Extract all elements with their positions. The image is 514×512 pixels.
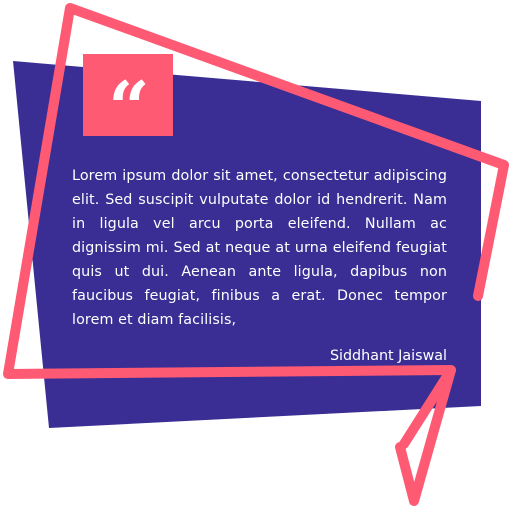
quote-author: Siddhant Jaiswal xyxy=(329,348,447,364)
quote-text: Lorem ipsum dolor sit amet, consectetur adipiscing elit. Sed suscipit vulputate dolor id hendrerit. Nam in ligula vel arcu porta eleifend. Nullam ac dignissim mi. Sed at neque at urna eleifend feugiat quis ut dui. Aenean ante ligula, dapibus non faucibus feugiat, finibus a erat. Donec tempor lorem et diam facilisis, xyxy=(72,168,447,328)
quote-mark-icon xyxy=(83,54,173,150)
quote-mark-glyph: “ xyxy=(108,65,148,150)
